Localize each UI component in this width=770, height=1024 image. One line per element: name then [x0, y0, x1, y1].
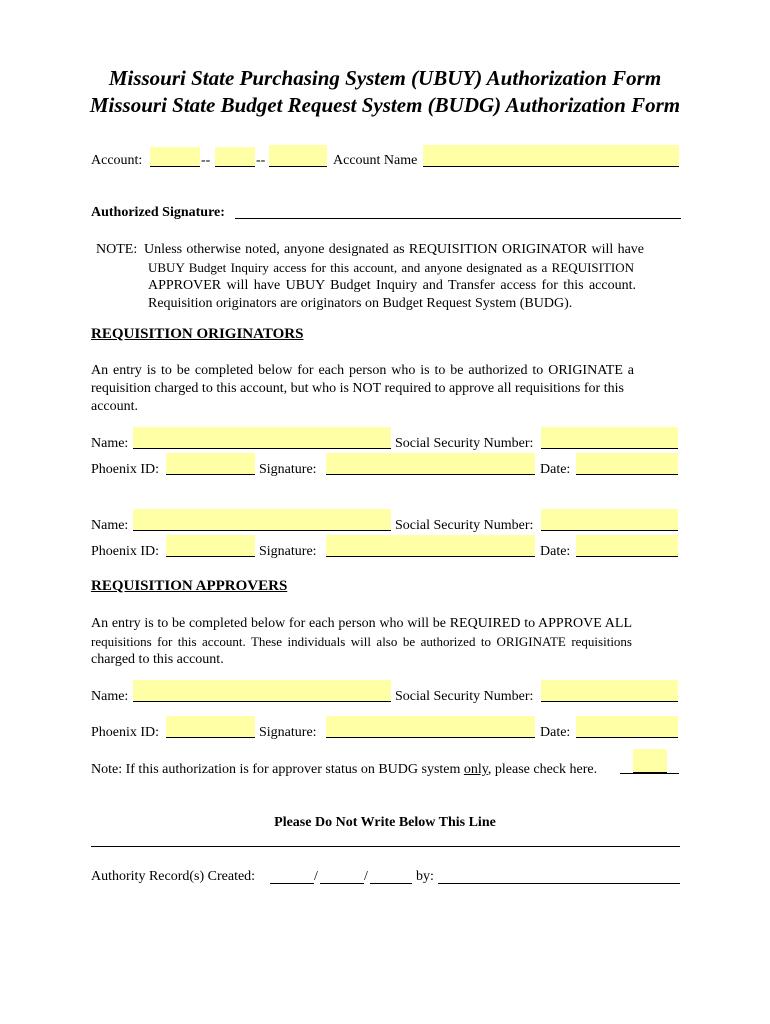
- form-title-budg: Missouri State Budget Request System (BUDG) Authorization Form: [89, 93, 681, 117]
- record-month-field[interactable]: [270, 868, 314, 884]
- originator-2-ssn-label: Social Security Number:: [395, 518, 534, 533]
- originators-instructions-line-2: requisition charged to this account, but who is NOT required to approve all requisitions for this: [91, 381, 624, 396]
- budg-approver-checkbox[interactable]: [633, 749, 667, 773]
- approver-phoenix-label: Phoenix ID:: [91, 725, 160, 740]
- form-title-ubuy: Missouri State Purchasing System (UBUY) Authorization Form: [108, 66, 662, 90]
- approver-name-field[interactable]: [133, 680, 391, 702]
- budg-note-text-after: , please check here.: [487, 762, 598, 777]
- approver-date-label: Date:: [540, 725, 571, 740]
- approver-ssn-field[interactable]: [541, 680, 678, 702]
- record-by-field[interactable]: [438, 868, 680, 884]
- approver-signature-label: Signature:: [259, 725, 317, 740]
- approvers-instructions-line-3: charged to this account.: [91, 652, 224, 667]
- office-use-divider: [91, 846, 680, 847]
- account-part1-field[interactable]: [150, 147, 200, 167]
- budg-approver-note: [91, 762, 597, 778]
- originator-2-name-label: Name:: [91, 518, 129, 533]
- originator-1-name-label: Name:: [91, 436, 129, 451]
- authorized-signature-label: Authorized Signature:: [91, 205, 225, 220]
- note-line-2: UBUY Budget Inquiry access for this account, and anyone designated as a REQUISITION: [148, 260, 634, 275]
- budg-note-emphasis: only: [463, 762, 488, 777]
- account-part3-field[interactable]: [269, 145, 327, 167]
- note-line-1: Unless otherwise noted, anyone designated as REQUISITION ORIGINATOR will have: [144, 242, 644, 257]
- account-label: Account:: [91, 153, 143, 168]
- record-date-slash-1: /: [314, 869, 318, 884]
- approvers-instructions-line-1: An entry is to be completed below for each person who will be REQUIRED to APPROVE ALL: [91, 616, 632, 631]
- originator-2-date-label: Date:: [540, 544, 571, 559]
- approver-name-label: Name:: [91, 689, 129, 704]
- approvers-heading: REQUISITION APPROVERS: [91, 578, 288, 594]
- note-prefix: NOTE:: [96, 242, 138, 257]
- originator-1-phoenix-field[interactable]: [166, 453, 255, 475]
- note-line-4: Requisition originators are originators on Budget Request System (BUDG).: [148, 296, 573, 311]
- originator-1-ssn-field[interactable]: [541, 427, 678, 449]
- originator-1-signature-field[interactable]: [326, 453, 535, 475]
- note-line-3: APPROVER will have UBUY Budget Inquiry and Transfer access for this account.: [148, 278, 636, 293]
- budg-note-text-before: Note: If this authorization is for approver status on BUDG system: [91, 762, 464, 777]
- account-part2-field[interactable]: [215, 147, 255, 167]
- account-separator-2: --: [256, 153, 266, 168]
- budg-checkbox-underline: [620, 773, 679, 774]
- originator-2-date-field[interactable]: [576, 535, 678, 557]
- authorized-signature-field[interactable]: [235, 200, 681, 219]
- originator-1-date-label: Date:: [540, 462, 571, 477]
- approver-ssn-label: Social Security Number:: [395, 689, 534, 704]
- originator-1-signature-label: Signature:: [259, 462, 317, 477]
- originator-1-ssn-label: Social Security Number:: [395, 436, 534, 451]
- approver-date-field[interactable]: [576, 716, 678, 738]
- originators-instructions-line-3: account.: [91, 399, 139, 414]
- record-date-slash-2: /: [364, 869, 368, 884]
- originator-1-date-field[interactable]: [576, 453, 678, 475]
- originator-2-phoenix-field[interactable]: [166, 535, 255, 557]
- account-name-label: Account Name: [333, 153, 418, 168]
- do-not-write-notice: Please Do Not Write Below This Line: [274, 815, 496, 830]
- account-name-field[interactable]: [423, 145, 679, 167]
- approver-phoenix-field[interactable]: [166, 716, 255, 738]
- originator-1-phoenix-label: Phoenix ID:: [91, 462, 160, 477]
- account-separator-1: --: [201, 153, 211, 168]
- originators-heading: REQUISITION ORIGINATORS: [91, 326, 304, 342]
- approvers-instructions-line-2: requisitions for this account. These individuals will also be authorized to ORIGINATE requisitions: [91, 634, 632, 649]
- originator-2-signature-field[interactable]: [326, 535, 535, 557]
- record-day-field[interactable]: [320, 868, 364, 884]
- originator-1-name-field[interactable]: [133, 427, 391, 449]
- originators-instructions-line-1: An entry is to be completed below for each person who is to be authorized to ORIGINATE a: [91, 363, 634, 378]
- originator-2-name-field[interactable]: [133, 509, 391, 531]
- originator-2-ssn-field[interactable]: [541, 509, 678, 531]
- authority-record-label: Authority Record(s) Created:: [91, 869, 256, 884]
- record-by-label: by:: [416, 869, 434, 884]
- originator-2-signature-label: Signature:: [259, 544, 317, 559]
- record-year-field[interactable]: [370, 868, 412, 884]
- originator-2-phoenix-label: Phoenix ID:: [91, 544, 160, 559]
- approver-signature-field[interactable]: [326, 716, 535, 738]
